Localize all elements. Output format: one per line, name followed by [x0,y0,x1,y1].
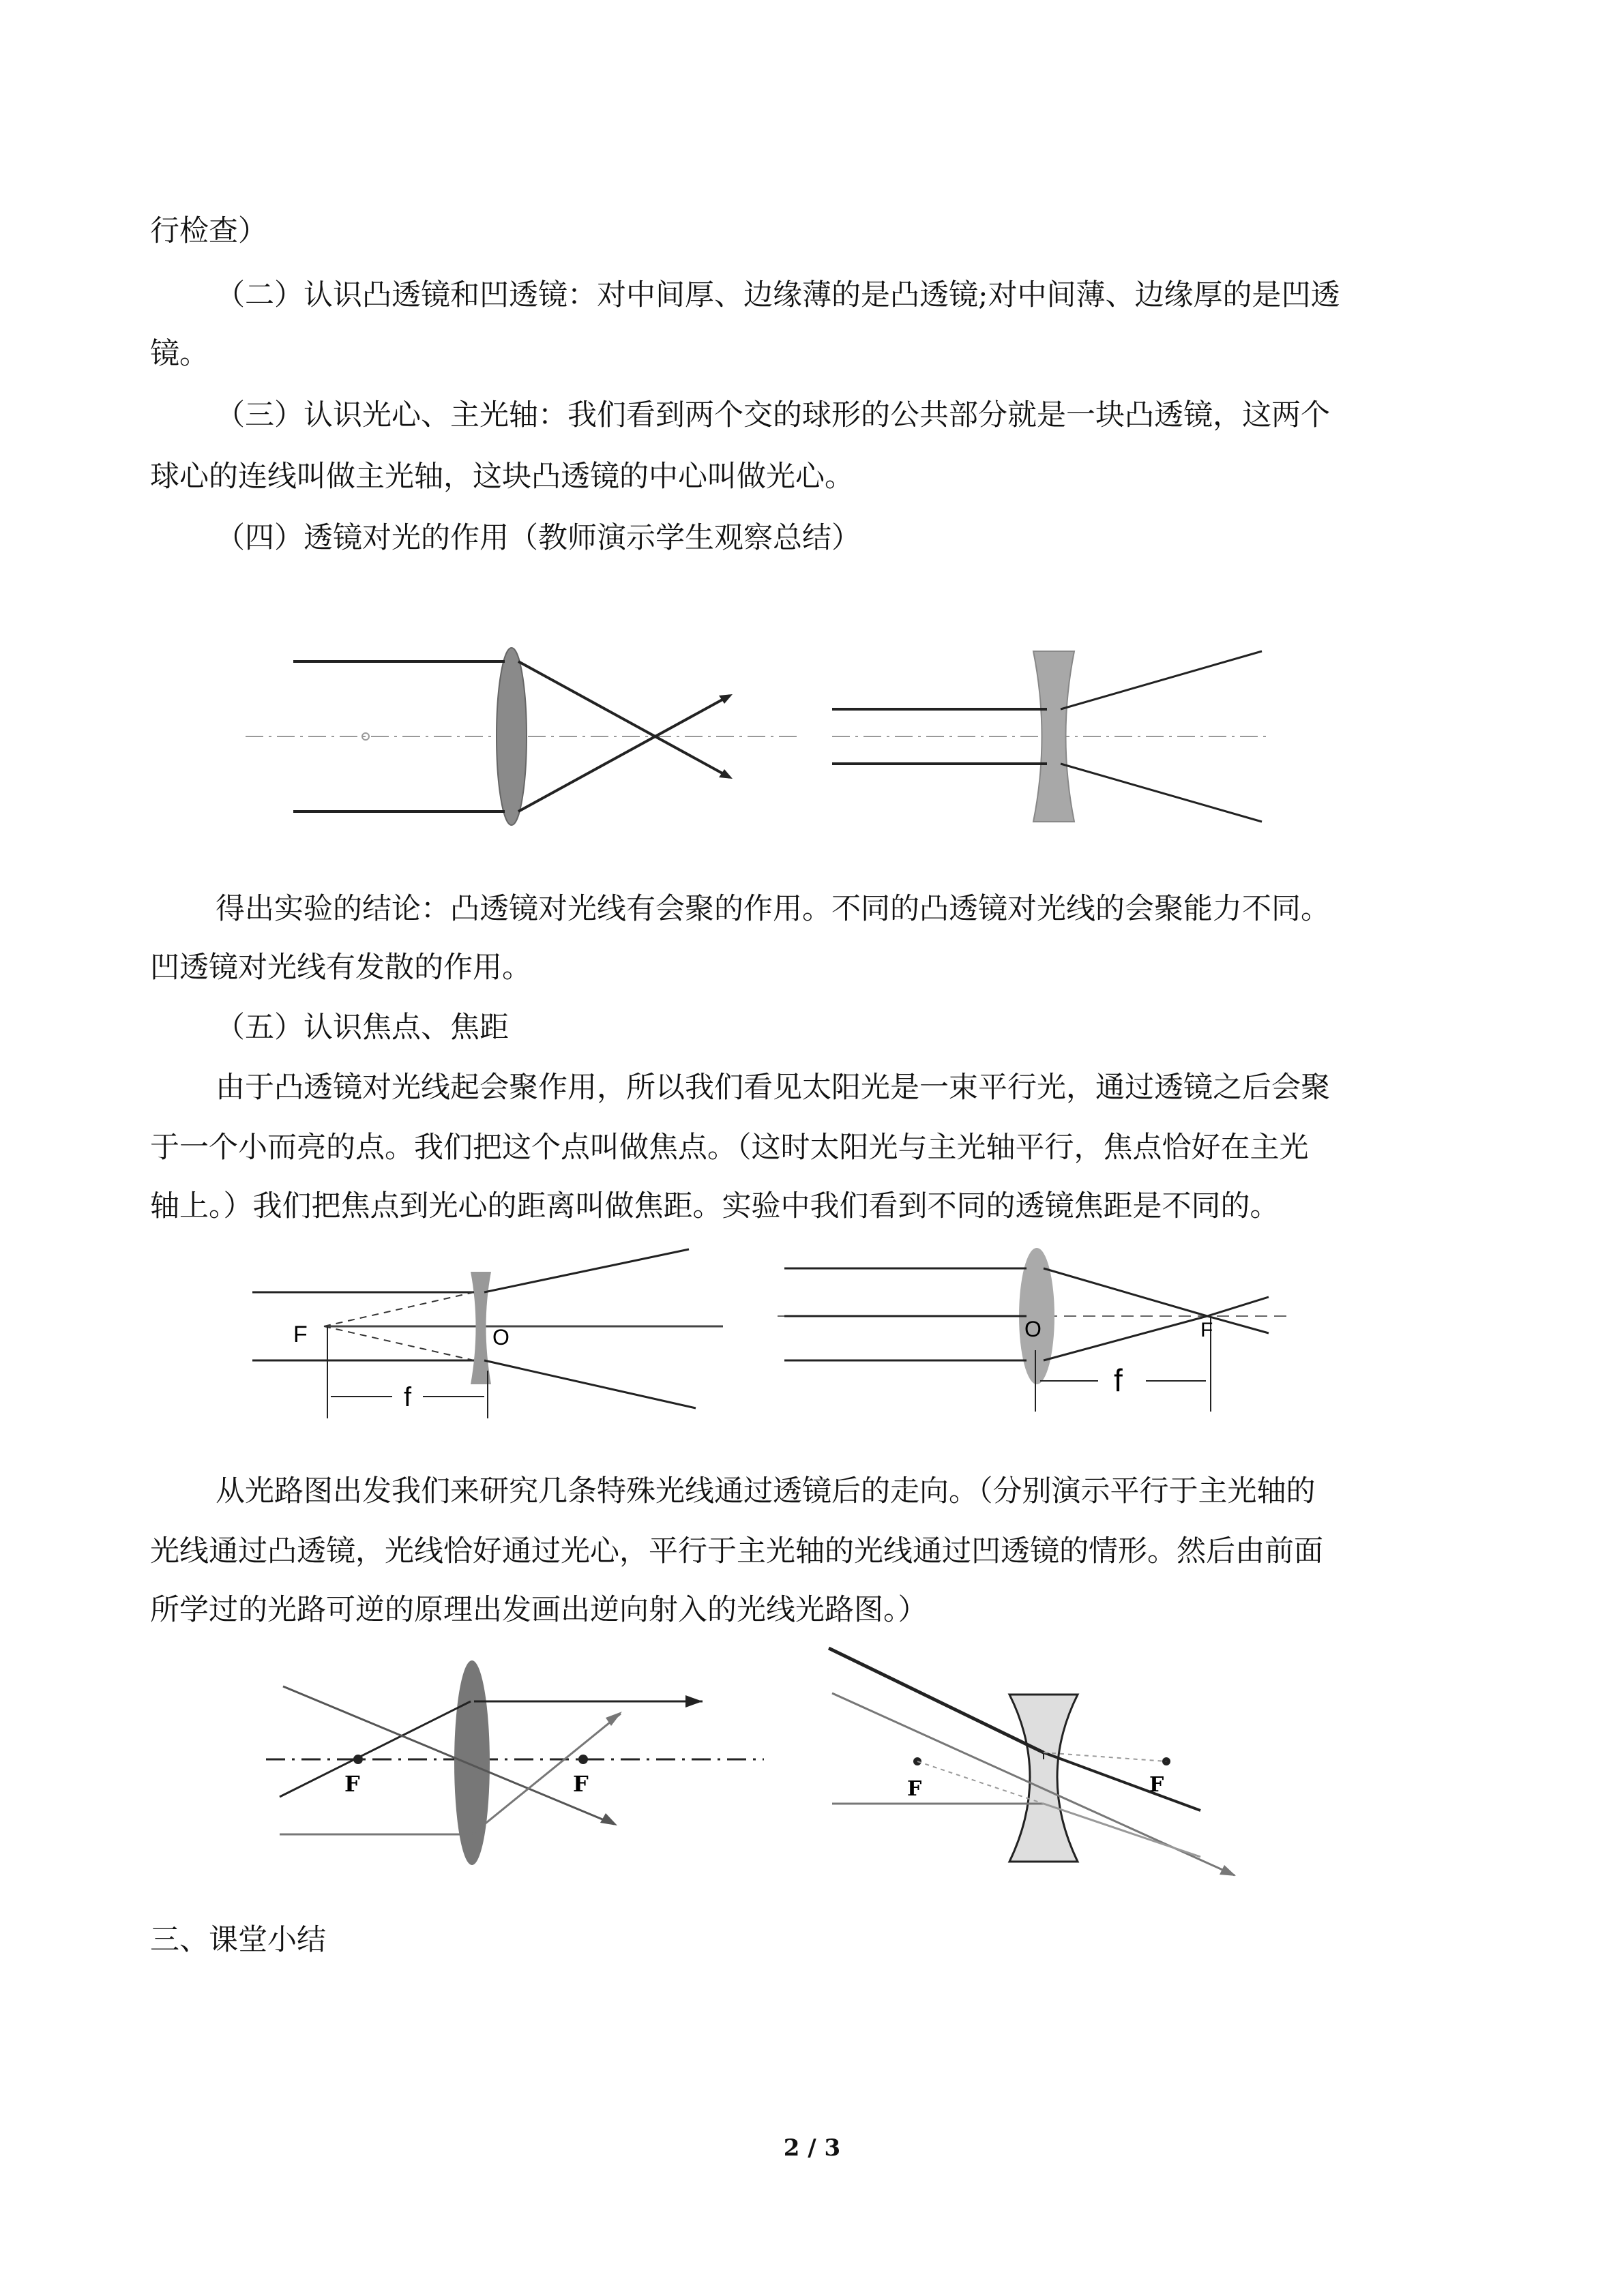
arrow-head [600,1813,617,1825]
figure-special-rays [232,1640,1275,1889]
ray-parallel-out [1044,1753,1200,1810]
diverging-ray [1061,651,1262,709]
converging-ray [1207,1297,1269,1316]
focal-label-left: F [907,1777,922,1801]
section-heading: （五）认识焦点、焦距 [216,1011,509,1045]
ray-through-center [283,1686,614,1824]
focal-point-dot [578,1755,588,1764]
focal-length-label: f [404,1382,412,1412]
paragraph-line: 凹透镜对光线有发散的作用。 [150,951,531,985]
optical-center-label: O [1024,1317,1042,1341]
refracted-ray [518,696,730,811]
figure-focus-focal-length [239,1241,1303,1425]
paragraph-line: 从光路图出发我们来研究几条特殊光线通过透镜后的走向。（分别演示平行于主光轴的 [216,1474,1316,1508]
paragraph-line: 光线通过凸透镜，光线恰好通过光心，平行于主光轴的光线通过凹透镜的情形。然后由前面 [150,1534,1323,1568]
paragraph-line: 行检查） [150,214,267,248]
section-heading: （四）透镜对光的作用（教师演示学生观察总结） [216,521,861,555]
diverging-ray [1061,764,1262,822]
figure-lens-effect [239,641,1275,839]
paragraph-line: （三）认识光心、主光轴：我们看到两个交的球形的公共部分就是一块凸透镜，这两个 [216,398,1330,432]
refracted-ray [518,661,730,777]
paragraph-line: 轴上。）我们把焦点到光心的距离叫做焦距。实验中我们看到不同的透镜焦距是不同的。 [150,1189,1280,1223]
focal-label-right: F [573,1771,589,1797]
virtual-ray [324,1292,474,1326]
page-number: 2 / 3 [783,2134,841,2162]
paragraph-line: 得出实验的结论：凸透镜对光线有会聚的作用。不同的凸透镜对光线的会聚能力不同。 [216,892,1330,926]
focal-label-right: F [1149,1773,1164,1797]
paragraph-line: 由于凸透镜对光线起会聚作用，所以我们看见太阳光是一束平行光，通过透镜之后会聚 [216,1071,1330,1105]
diverging-ray [484,1249,689,1292]
converging-ray [1044,1316,1207,1360]
optical-center-label: O [492,1325,510,1350]
virtual-ray [324,1326,474,1360]
focal-point-label: F [293,1322,308,1347]
virtual-ray [917,1761,1044,1804]
ray-through-focus [280,1701,471,1797]
focal-label-left: F [344,1771,360,1797]
converging-ray [1044,1268,1207,1316]
concave-lens [471,1272,491,1384]
arrow-head [1220,1865,1236,1876]
diverging-ray [484,1360,696,1408]
arrow-head [685,1695,703,1708]
focal-length-label: f [1114,1362,1123,1398]
paragraph-line: 球心的连线叫做主光轴，这块凸透镜的中心叫做光心。 [150,460,854,494]
focal-length-diagram [239,1241,1303,1425]
paragraph-line: 于一个小而亮的点。我们把这个点叫做焦点。（这时太阳光与主光轴平行，焦点恰好在主光 [150,1131,1309,1165]
section-heading: 三、课堂小结 [150,1923,326,1957]
convex-lens [497,648,527,825]
lens-effect-diagram [239,641,1275,839]
paragraph-line: 镜。 [150,337,209,371]
focal-point-label: F [1200,1319,1213,1341]
paragraph-line: （二）认识凸透镜和凹透镜：对中间厚、边缘薄的是凸透镜;对中间薄、边缘厚的是凹透 [216,278,1340,312]
special-rays-diagram [232,1640,1275,1889]
converging-ray [1207,1316,1269,1333]
paragraph-line: 所学过的光路可逆的原理出发画出逆向射入的光线光路图。） [150,1593,928,1627]
